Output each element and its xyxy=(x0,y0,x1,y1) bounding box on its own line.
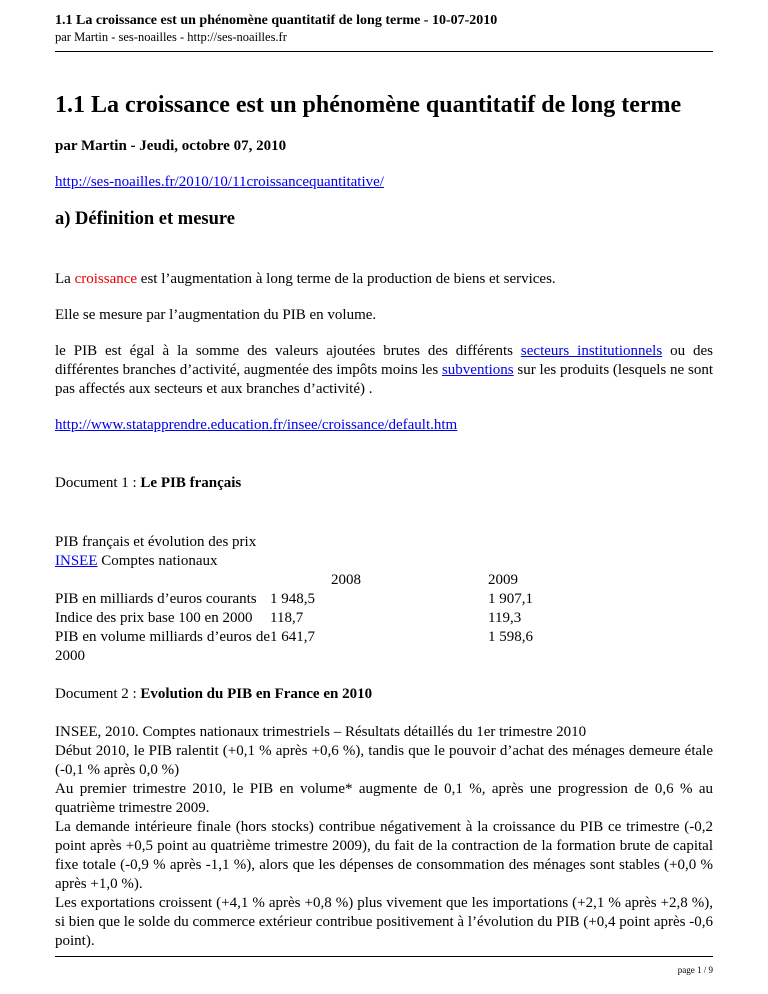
document-2-heading xyxy=(55,685,713,704)
table-row xyxy=(55,609,638,628)
doc2-line: INSEE, 2010. Comptes nationaux trimestriels – Résultats détaillés du 1er trimestre 2010 xyxy=(55,724,587,740)
table-source xyxy=(55,552,713,571)
row-value-2008: 1 948,5 xyxy=(270,591,315,607)
document-page xyxy=(55,0,713,951)
pib-paragraph xyxy=(55,342,713,399)
row-value-2008: 1 641,7 xyxy=(270,629,315,645)
section-a-heading: a) Définition et mesure xyxy=(55,209,235,229)
article-url-link[interactable]: http://ses-noailles.fr/2010/10/11croissancequantitative/ xyxy=(55,174,384,190)
doc2-line: La demande intérieure finale (hors stocks) contribue négativement à la croissance du PIB ce trimestre (-0,2 point après +0,5 point au quatrième trimestre 2009), du fait de la contraction de la formation brute de capital fixe totale (-0,9 % après -1,1 %), alors que les dépenses de consommation des ménages sont stables (+0,0 % après +1,0 %). xyxy=(55,819,713,892)
table-caption xyxy=(55,533,713,571)
pib-text-3: sur les produits (lesquels ne sont pas affectés aux secteurs et aux branches d’activité) . xyxy=(55,362,713,397)
mesure-paragraph: Elle se mesure par l’augmentation du PIB en volume. xyxy=(55,307,377,323)
doc2-line: Au premier trimestre 2010, le PIB en volume* augmente de 0,1 %, après une progression de 0,6 % au quatrième trimestre 2009. xyxy=(55,781,713,816)
year-2009-header: 2009 xyxy=(488,572,518,588)
document-1-label: Document 1 : xyxy=(55,475,141,491)
pib-table xyxy=(55,571,638,666)
table-source-rest: Comptes nationaux xyxy=(97,553,218,569)
header-title: 1.1 La croissance est un phénomène quantitatif de long terme - 10-07-2010 xyxy=(55,13,498,28)
document-1-heading xyxy=(55,474,713,493)
table-header-row xyxy=(55,571,638,590)
row-value-2009: 119,3 xyxy=(488,610,522,626)
croissance-link[interactable]: croissance xyxy=(74,271,138,287)
row-label: PIB en volume milliards d’euros de 2000 xyxy=(55,629,270,664)
definition-text-2: est l’augmentation à long terme de la production de biens et services. xyxy=(137,271,556,287)
document-2-title: Evolution du PIB en France en 2010 xyxy=(140,686,373,702)
year-2008-header: 2008 xyxy=(331,572,361,588)
page-footer xyxy=(55,956,713,975)
table-title: PIB français et évolution des prix xyxy=(55,534,257,550)
doc2-line: Les exportations croissent (+4,1 % après +0,8 %) plus vivement que les importations (+2,1 % après +2,8 %), si bien que le solde du commerce extérieur contribue positivement à l’évolution du PIB (+0,4 point après -0,6 point). xyxy=(55,895,713,949)
insee-link[interactable]: INSEE xyxy=(55,553,98,569)
row-value-2009: 1 907,1 xyxy=(488,591,533,607)
subventions-link[interactable]: subventions xyxy=(441,362,514,378)
pib-text-2: ou des différentes branches d’activité, augmentée des impôts moins les xyxy=(55,343,714,378)
running-header xyxy=(55,0,713,52)
table-row xyxy=(55,590,638,609)
row-value-2009: 1 598,6 xyxy=(488,629,533,645)
header-subtitle: par Martin - ses-noailles - http://ses-noailles.fr xyxy=(55,30,287,44)
row-label: Indice des prix base 100 en 2000 xyxy=(55,610,253,626)
table-row xyxy=(55,628,638,666)
statapprendre-link[interactable]: http://www.statapprendre.education.fr/insee/croissance/default.htm xyxy=(55,417,458,433)
page-number: page 1 / 9 xyxy=(677,965,713,975)
article-title: 1.1 La croissance est un phénomène quantitatif de long terme xyxy=(55,92,682,118)
document-2-text xyxy=(55,723,713,951)
definition-paragraph xyxy=(55,270,713,289)
definition-text-1: La xyxy=(55,271,75,287)
secteurs-institutionnels-link[interactable]: secteurs institutionnels xyxy=(520,343,663,359)
pib-text-1: le PIB est égal à la somme des valeurs ajoutées brutes des différents xyxy=(55,343,521,359)
document-1-title: Le PIB français xyxy=(140,475,242,491)
row-value-2008: 118,7 xyxy=(270,610,304,626)
document-2-label: Document 2 : xyxy=(55,686,141,702)
article-byline: par Martin - Jeudi, octobre 07, 2010 xyxy=(55,138,287,154)
doc2-line: Début 2010, le PIB ralentit (+0,1 % après +0,6 %), tandis que le pouvoir d’achat des ménages demeure étale (-0,1 % après 0,0 %) xyxy=(55,743,713,778)
row-label: PIB en milliards d’euros courants xyxy=(55,591,257,607)
